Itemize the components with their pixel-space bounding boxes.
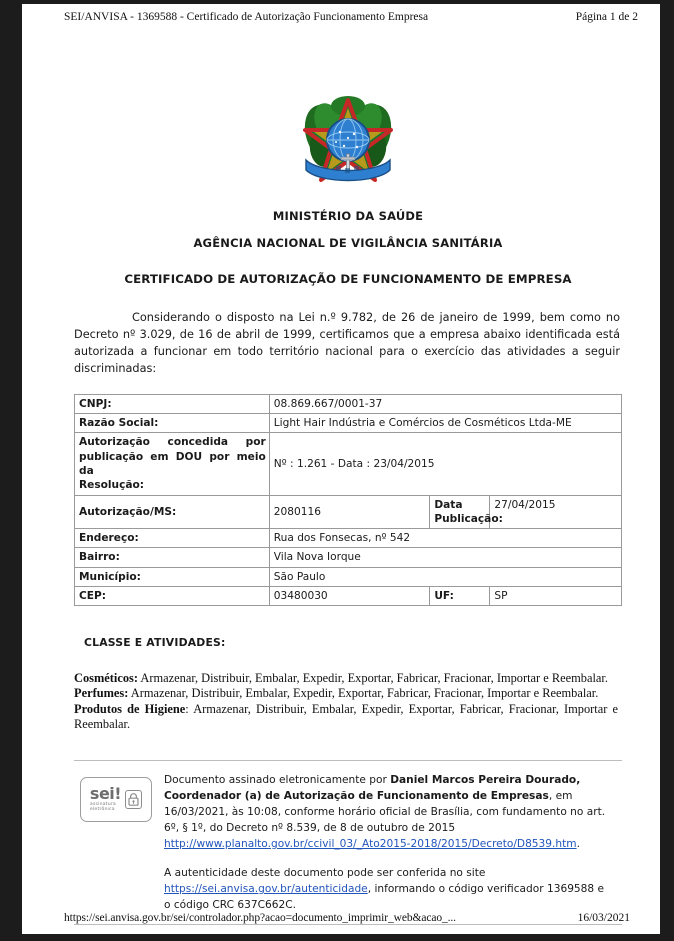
cell-autorizacao-dou-label: [75, 433, 270, 495]
atividade-activities: Armazenar, Distribuir, Embalar, Expedir, Exportar, Fabricar, Fracionar, Importar e Reembalar.: [128, 686, 599, 701]
table-row-razao-social: [75, 414, 622, 433]
cell-cep-value: 03480030: [269, 587, 430, 606]
sei-logo: [80, 777, 152, 822]
signature-text-part4: .: [576, 838, 580, 851]
signature-text: [164, 771, 622, 852]
heading-ministerio: MINISTÉRIO DA SAÚDE: [272, 209, 424, 223]
atividade-activities: : Armazenar, Distribuir, Embalar, Expedir, Exportar, Fabricar, Fracionar, Importar e Reembalar.: [74, 701, 618, 731]
separator-top: [74, 760, 622, 761]
intro-paragraph: Considerando o disposto na Lei n.º 9.782, de 26 de janeiro de 1999, bem como no Decreto nº 3.029, de 16 de abril de 1999, certificamos que a empresa abaixo identificada está autorizada a funcionar em todo território nacional para o exercício das atividades a seguir discriminadas:: [74, 311, 620, 375]
decreto-link[interactable]: http://www.planalto.gov.br/ccivil_03/_Ato2015-2018/2015/Decreto/D8539.htm: [164, 838, 577, 851]
cell-autorizacao-ms-label: Autorização/MS:: [75, 495, 270, 529]
cell-autorizacao-dou-value: Nº : 1.261 - Data : 23/04/2015: [269, 433, 621, 495]
authenticity-link[interactable]: https://sei.anvisa.gov.br/autenticidade: [164, 883, 368, 896]
signature-block: [74, 771, 622, 852]
table-row-autorizacao-ms: [75, 495, 622, 529]
company-data-table: [74, 394, 622, 607]
print-footer-date: 16/03/2021: [577, 912, 630, 924]
document-body: [22, 64, 660, 925]
table-row-cnpj: [75, 394, 622, 413]
atividade-item: [74, 686, 618, 701]
print-header-title: SEI/ANVISA - 1369588 - Certificado de Autorização Funcionamento Empresa: [64, 11, 429, 23]
authenticity-text-part1: A autenticidade deste documento pode ser conferida no site: [164, 867, 486, 880]
print-header: [22, 11, 660, 23]
table-row-endereco: [75, 529, 622, 548]
atividade-name: Produtos de Higiene: [74, 701, 186, 716]
signature-text-part1: Documento assinado eletronicamente por: [164, 773, 391, 786]
authenticity-text-part2: , informando o código verificador 1369588 e o código CRC 637C662C.: [164, 883, 605, 912]
padlock-icon: [125, 790, 142, 809]
sei-logo-word: sei!: [89, 783, 122, 803]
cell-municipio-label: Município:: [75, 567, 270, 586]
autorizacao-dou-label-line3: Resolução:: [79, 479, 145, 492]
cell-autorizacao-ms-value: 2080116: [269, 495, 430, 529]
table-row-autorizacao-dou: [75, 433, 622, 495]
atividade-name: Cosméticos:: [74, 671, 138, 686]
atividade-name: Perfumes:: [74, 686, 129, 701]
cell-endereco-value: Rua dos Fonsecas, nº 542: [269, 529, 621, 548]
atividade-item: [74, 702, 618, 732]
atividade-activities: Armazenar, Distribuir, Embalar, Expedir, Exportar, Fabricar, Fracionar, Importar e Reembalar.: [138, 671, 608, 686]
document-page: [22, 4, 660, 934]
cell-municipio-value: São Paulo: [269, 567, 621, 586]
classe-atividades-title: CLASSE E ATIVIDADES:: [84, 636, 226, 650]
cell-cnpj-value: 08.869.667/0001-37: [269, 394, 621, 413]
heading-certificado: CERTIFICADO DE AUTORIZAÇÃO DE FUNCIONAMENTO DE EMPRESA: [124, 272, 572, 286]
emblem-container: [74, 94, 622, 191]
table-row-municipio: [75, 567, 622, 586]
brasao-icon: [300, 94, 396, 186]
classe-atividades-list: [74, 671, 622, 732]
cell-uf-label: UF:: [430, 587, 490, 606]
table-row-bairro: [75, 548, 622, 567]
autorizacao-dou-label-line1: Autorização concedida por: [79, 436, 266, 449]
print-footer: [22, 912, 660, 924]
cell-endereco-label: Endereço:: [75, 529, 270, 548]
autorizacao-dou-label-line2: publicação em DOU por meio da: [79, 450, 266, 477]
cell-data-publicacao-label: Data Publicação:: [430, 495, 490, 529]
atividade-item: [74, 671, 618, 686]
signature-signer-name: Daniel Marcos Pereira Dourado: [390, 773, 577, 786]
authenticity-text: [164, 865, 622, 913]
cell-razao-social-label: Razão Social:: [75, 414, 270, 433]
cell-bairro-label: Bairro:: [75, 548, 270, 567]
sei-logo-sub-2: eletrônica: [89, 807, 115, 813]
signature-text-part2: , Coordenador (a) de Autorização de Funcionamento de Empresas: [164, 773, 581, 802]
cell-uf-value: SP: [490, 587, 622, 606]
sei-logo-sub-1: assinatura: [89, 801, 116, 807]
cell-cep-label: CEP:: [75, 587, 270, 606]
print-header-page-number: Página 1 de 2: [575, 11, 638, 23]
print-footer-url: https://sei.anvisa.gov.br/sei/controlador.php?acao=documento_imprimir_web&acao_...: [64, 912, 456, 924]
cell-data-publicacao-value: 27/04/2015: [490, 495, 622, 529]
cell-bairro-value: Vila Nova Iorque: [269, 548, 621, 567]
cell-cnpj-label: CNPJ:: [75, 394, 270, 413]
cell-razao-social-value: Light Hair Indústria e Comércios de Cosméticos Ltda-ME: [269, 414, 621, 433]
sei-logo-text: [89, 783, 122, 813]
heading-agencia: AGÊNCIA NACIONAL DE VIGILÂNCIA SANITÁRIA: [193, 236, 503, 250]
table-row-cep: [75, 587, 622, 606]
signature-text-part3: , em 16/03/2021, às 10:08, conforme horário oficial de Brasília, com fundamento no art. 6º, § 1º, do Decreto nº 8.539, de 8 de outubro de 2015: [164, 789, 606, 835]
